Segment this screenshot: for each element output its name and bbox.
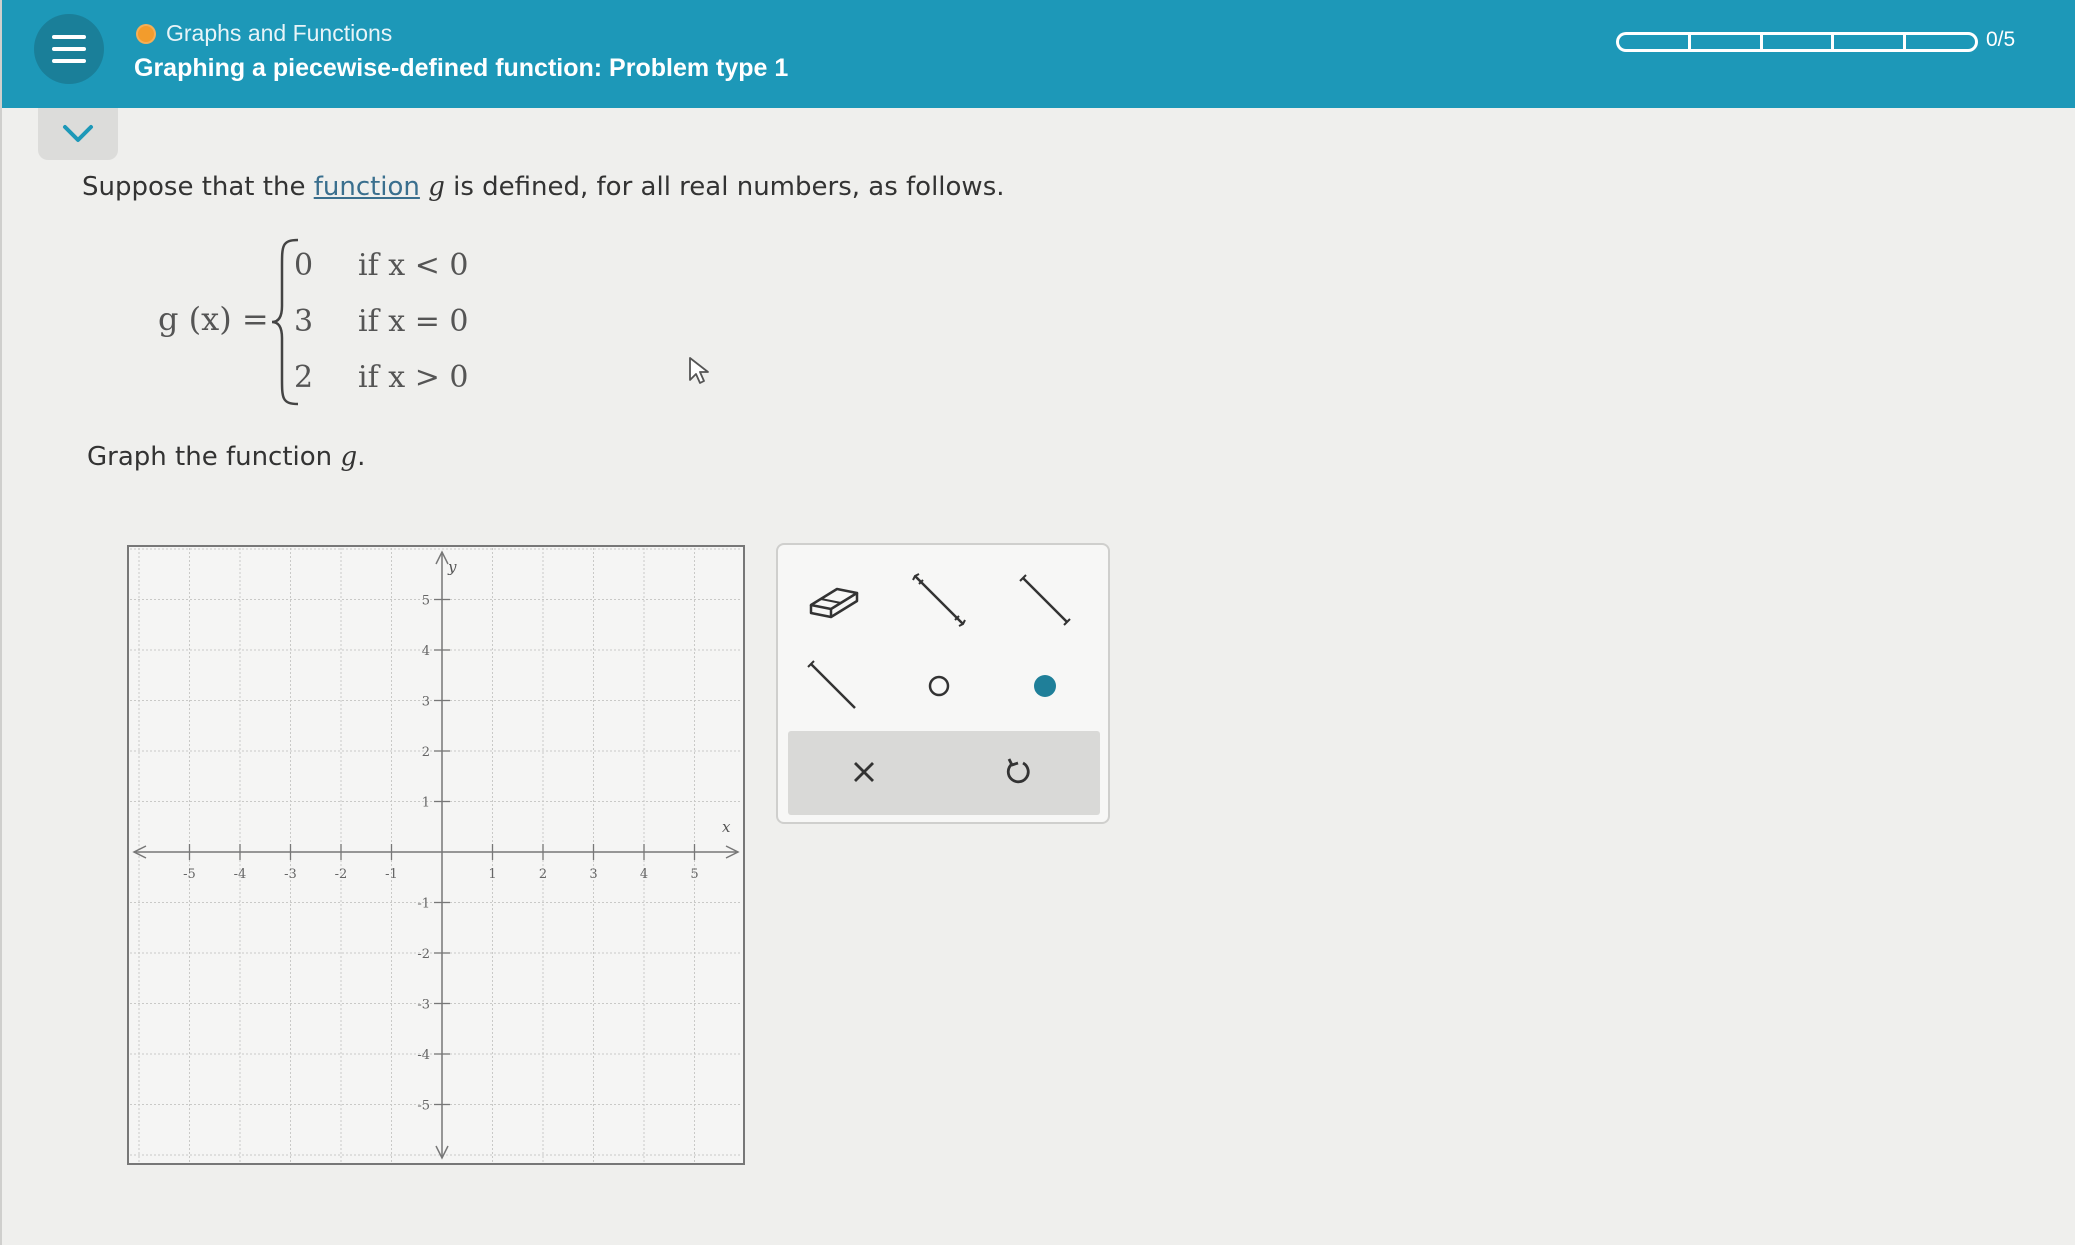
x-tick-label: -4 <box>233 867 247 882</box>
case-value: 3 <box>294 304 314 339</box>
case-condition: if x < 0 <box>358 248 469 283</box>
undo-button[interactable] <box>978 737 1058 807</box>
undo-icon <box>1001 755 1035 789</box>
y-tick-label: -4 <box>417 1048 430 1063</box>
progress-segment <box>1616 32 1688 52</box>
section-name: Graphs and Functions <box>166 20 393 46</box>
function-variable: g <box>428 172 445 202</box>
eraser-tool[interactable] <box>798 565 868 635</box>
instruction-text: Graph the function <box>87 442 341 472</box>
y-tick-label: 4 <box>421 644 430 659</box>
x-tick-label: -5 <box>183 867 196 882</box>
case-condition: if x = 0 <box>358 304 469 339</box>
hamburger-icon-line <box>52 35 86 39</box>
x-tick-label: -2 <box>334 867 348 882</box>
progress-segment <box>1688 32 1760 52</box>
progress-count: 0/5 <box>1986 28 2016 51</box>
closed-point-icon <box>1025 666 1065 706</box>
eraser-icon <box>803 575 863 625</box>
hamburger-icon-line <box>52 59 86 63</box>
x-tick-label: 4 <box>639 867 649 882</box>
instruction-text-end: . <box>357 442 366 472</box>
x-axis-label: x <box>722 818 731 836</box>
menu-button[interactable] <box>34 14 104 84</box>
y-tick-label: -2 <box>417 947 430 962</box>
prompt-text: Suppose that the <box>82 172 314 202</box>
line-tool[interactable] <box>904 565 974 635</box>
y-tick-label: -1 <box>417 896 430 912</box>
ray-icon <box>803 656 863 716</box>
line-icon <box>909 570 969 630</box>
x-tick-label: 1 <box>488 867 497 882</box>
close-icon <box>849 757 879 787</box>
ray-tool[interactable] <box>798 651 868 721</box>
y-tick-label: -3 <box>417 997 430 1013</box>
page <box>2 0 2075 1245</box>
x-tick-label: 5 <box>690 867 699 882</box>
y-tick-label: 5 <box>421 593 430 609</box>
graphing-toolbox <box>776 543 1110 824</box>
segment-tool[interactable] <box>1010 565 1080 635</box>
top-bar <box>2 0 2075 108</box>
progress-segment <box>1903 32 1978 52</box>
function-link[interactable]: function <box>313 172 420 202</box>
mouse-cursor-icon <box>688 356 710 386</box>
open-point-tool[interactable] <box>904 651 974 721</box>
page-title: Graphing a piecewise-defined function: Problem type 1 <box>134 54 789 82</box>
progress-segment <box>1760 32 1832 52</box>
progress-bar <box>1616 32 1978 52</box>
x-tick-label: -1 <box>385 867 398 882</box>
open-point-icon <box>919 666 959 706</box>
clear-button[interactable] <box>824 737 904 807</box>
function-label: g (x) = <box>158 300 269 338</box>
x-tick-label: 3 <box>589 867 598 882</box>
status-dot-icon <box>136 24 156 44</box>
y-axis-label: y <box>448 558 457 576</box>
collapse-button[interactable] <box>38 108 118 160</box>
hamburger-icon-line <box>52 47 86 51</box>
instruction-variable: g <box>340 442 358 472</box>
prompt-text-end: is defined, for all real numbers, as follows. <box>444 172 1005 202</box>
progress-segment <box>1831 32 1903 52</box>
breadcrumb <box>136 20 392 47</box>
toolbox-actions <box>788 731 1100 815</box>
graph-area[interactable] <box>126 544 746 1170</box>
x-tick-label: -3 <box>284 867 297 882</box>
coordinate-grid[interactable] <box>126 544 746 1166</box>
y-tick-label: 2 <box>421 745 430 760</box>
case-condition: if x > 0 <box>358 360 469 395</box>
y-tick-label: 3 <box>421 694 430 710</box>
instruction <box>87 442 365 472</box>
graph-border <box>128 546 744 1164</box>
chevron-down-icon <box>61 123 95 145</box>
closed-point-tool[interactable] <box>1010 651 1080 721</box>
y-tick-label: -5 <box>417 1098 430 1114</box>
case-value: 2 <box>294 360 314 395</box>
case-value: 0 <box>294 248 314 283</box>
problem-prompt <box>82 172 1005 202</box>
y-tick-label: 1 <box>421 795 430 811</box>
segment-icon <box>1015 570 1075 630</box>
x-tick-label: 2 <box>538 867 548 882</box>
